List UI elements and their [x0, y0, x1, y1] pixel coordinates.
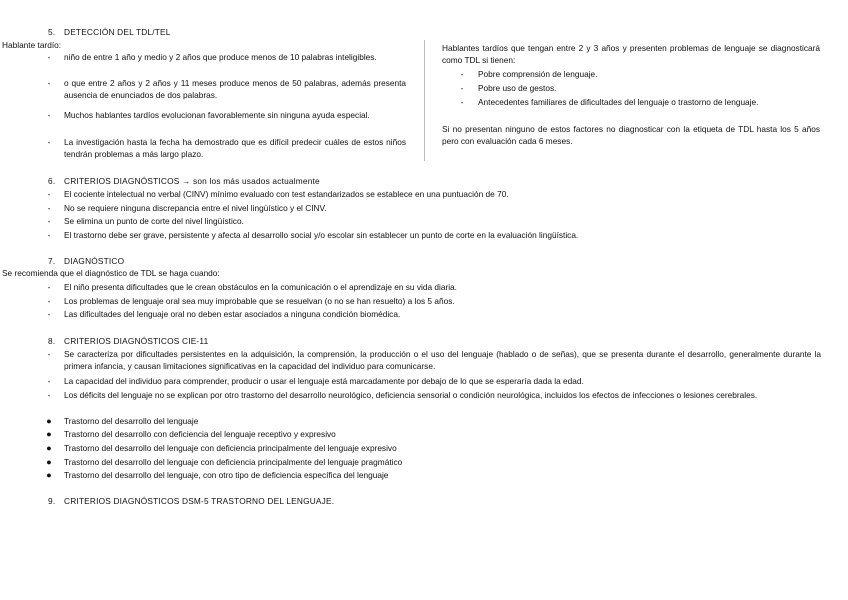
dash-marker: - — [47, 137, 51, 147]
dash-marker: - — [47, 349, 51, 359]
section-8-heading — [48, 335, 208, 347]
s8-bullet-text: Trastorno del desarrollo del lenguaje, con otro tipo de deficiencia específica del lenguaje — [64, 470, 389, 480]
bullet-marker: ● — [46, 416, 52, 426]
section-9-heading — [48, 495, 334, 507]
dash-marker: - — [460, 83, 464, 93]
section-7-heading — [48, 255, 124, 267]
s6-item-text: El trastorno debe ser grave, persistente y afecta al desarrollo social y/o escolar sin establecer un punto de corte en la evaluación lingüística. — [64, 230, 579, 240]
s8-bullet-text: Trastorno del desarrollo del lenguaje con deficiencia principalmente del lenguaje pragmático — [64, 457, 403, 467]
section-9-number: 9. — [48, 496, 56, 506]
s5-right-item-text: Pobre uso de gestos. — [478, 83, 557, 93]
s5-right-intro: Hablantes tardíos que tengan entre 2 y 3 años y presenten problemas de lenguaje se diagnosticará como TDL si tienen: — [442, 43, 820, 65]
dash-marker: - — [47, 52, 51, 62]
section-7-number: 7. — [48, 256, 56, 266]
dash-marker: - — [47, 216, 51, 226]
section-5-title: DETECCIÓN DEL TDL/TEL — [64, 27, 171, 37]
section-8-title: CRITERIOS DIAGNÓSTICOS CIE-11 — [64, 336, 209, 346]
bullet-marker: ● — [46, 457, 52, 467]
s5-right-note: Si no presentan ninguno de estos factores no diagnosticar con la etiqueta de TDL hasta los 5 años pero con evaluación cada 6 meses. — [442, 124, 820, 146]
section-9-title: CRITERIOS DIAGNÓSTICOS DSM-5 TRASTORNO DEL LENGUAJE. — [64, 496, 335, 506]
bullet-marker: ● — [46, 470, 52, 480]
dash-marker: - — [47, 203, 51, 213]
s5-left-item-text: o que entre 2 años y 2 años y 11 meses produce menos de 50 palabras, además presenta ausencia de enunciados de dos palabras. — [64, 78, 406, 100]
s7-intro: Se recomienda que el diagnóstico de TDL se haga cuando: — [2, 268, 220, 278]
s6-item-text: Se elimina un punto de corte del nivel lingüístico. — [64, 216, 244, 226]
dash-marker: - — [47, 296, 51, 306]
dash-marker: - — [460, 69, 464, 79]
section-6-heading — [48, 175, 320, 187]
dash-marker: - — [47, 282, 51, 292]
s5-left-intro: Hablante tardío: — [2, 40, 62, 50]
s7-item-text: El niño presenta dificultades que le crean obstáculos en la comunicación o el aprendizaje en su vida diaria. — [64, 282, 457, 292]
dash-marker: - — [47, 189, 51, 199]
section-6-title: CRITERIOS DIAGNÓSTICOS → son los más usados actualmente — [64, 176, 320, 186]
s8-item-text: Los déficits del lenguaje no se explican por otro trastorno del desarrollo neurológico, deficiencia sensorial o condición neurológica, incluidos los efectos de infecciones o lesiones cerebrales. — [64, 390, 758, 400]
section-7-title: DIAGNÓSTICO — [64, 256, 125, 266]
dash-marker: - — [47, 309, 51, 319]
dash-marker: - — [47, 376, 51, 386]
s7-item-text: Las dificultades del lenguaje oral no deben estar asociados a ninguna condición biomédica. — [64, 309, 401, 319]
s5-left-item-text: niño de entre 1 año y medio y 2 años que produce menos de 10 palabras inteligibles. — [64, 52, 377, 62]
dash-marker: - — [47, 230, 51, 240]
bullet-marker: ● — [46, 443, 52, 453]
section-6-number: 6. — [48, 176, 56, 186]
s5-right-item-text: Antecedentes familiares de dificultades del lenguaje o trastorno de lenguaje. — [478, 97, 759, 107]
dash-marker: - — [460, 97, 464, 107]
s8-bullet-text: Trastorno del desarrollo del lenguaje — [64, 416, 199, 426]
s7-item-text: Los problemas de lenguaje oral sea muy improbable que se resuelvan (o no se han resuelto) a los 5 años. — [64, 296, 455, 306]
s8-bullet-text: Trastorno del desarrollo del lenguaje con deficiencia principalmente del lenguaje expresivo — [64, 443, 397, 453]
s5-right-item-text: Pobre comprensión de lenguaje. — [478, 69, 598, 79]
dash-marker: - — [47, 78, 51, 88]
dash-marker: - — [47, 390, 51, 400]
s8-item-text: La capacidad del individuo para comprender, producir o usar el lenguaje está marcadamente por debajo de lo que se esperaría dada la edad. — [64, 376, 584, 386]
section-8-number: 8. — [48, 336, 56, 346]
section-5-number: 5. — [48, 27, 56, 37]
column-divider — [424, 40, 425, 161]
bullet-marker: ● — [46, 429, 52, 439]
s6-item-text: El cociente intelectual no verbal (CINV) mínimo evaluado con test estandarizados se establece en una puntuación de 70. — [64, 189, 509, 199]
dash-marker: - — [47, 110, 51, 120]
section-5-heading — [48, 26, 171, 38]
s5-left-item-text: Muchos hablantes tardíos evolucionan favorablemente sin ninguna ayuda especial. — [64, 110, 370, 120]
s6-item-text: No se requiere ninguna discrepancia entre el nivel lingüístico y el CINV. — [64, 203, 327, 213]
s8-item-text: Se caracteriza por dificultades persistentes en la adquisición, la comprensión, la producción o el uso del lenguaje (hablado o de señas), que se presenta durante el desarrollo, generalmente durante la primera infancia, y causan limitaciones significativas en la capacidad del individuo para comunicarse. — [64, 349, 821, 371]
s5-left-item-text: La investigación hasta la fecha ha demostrado que es difícil predecir cuáles de estos niños tendrán problemas a más largo plazo. — [64, 137, 406, 159]
s8-bullet-text: Trastorno del desarrollo con deficiencia del lenguaje receptivo y expresivo — [64, 429, 336, 439]
